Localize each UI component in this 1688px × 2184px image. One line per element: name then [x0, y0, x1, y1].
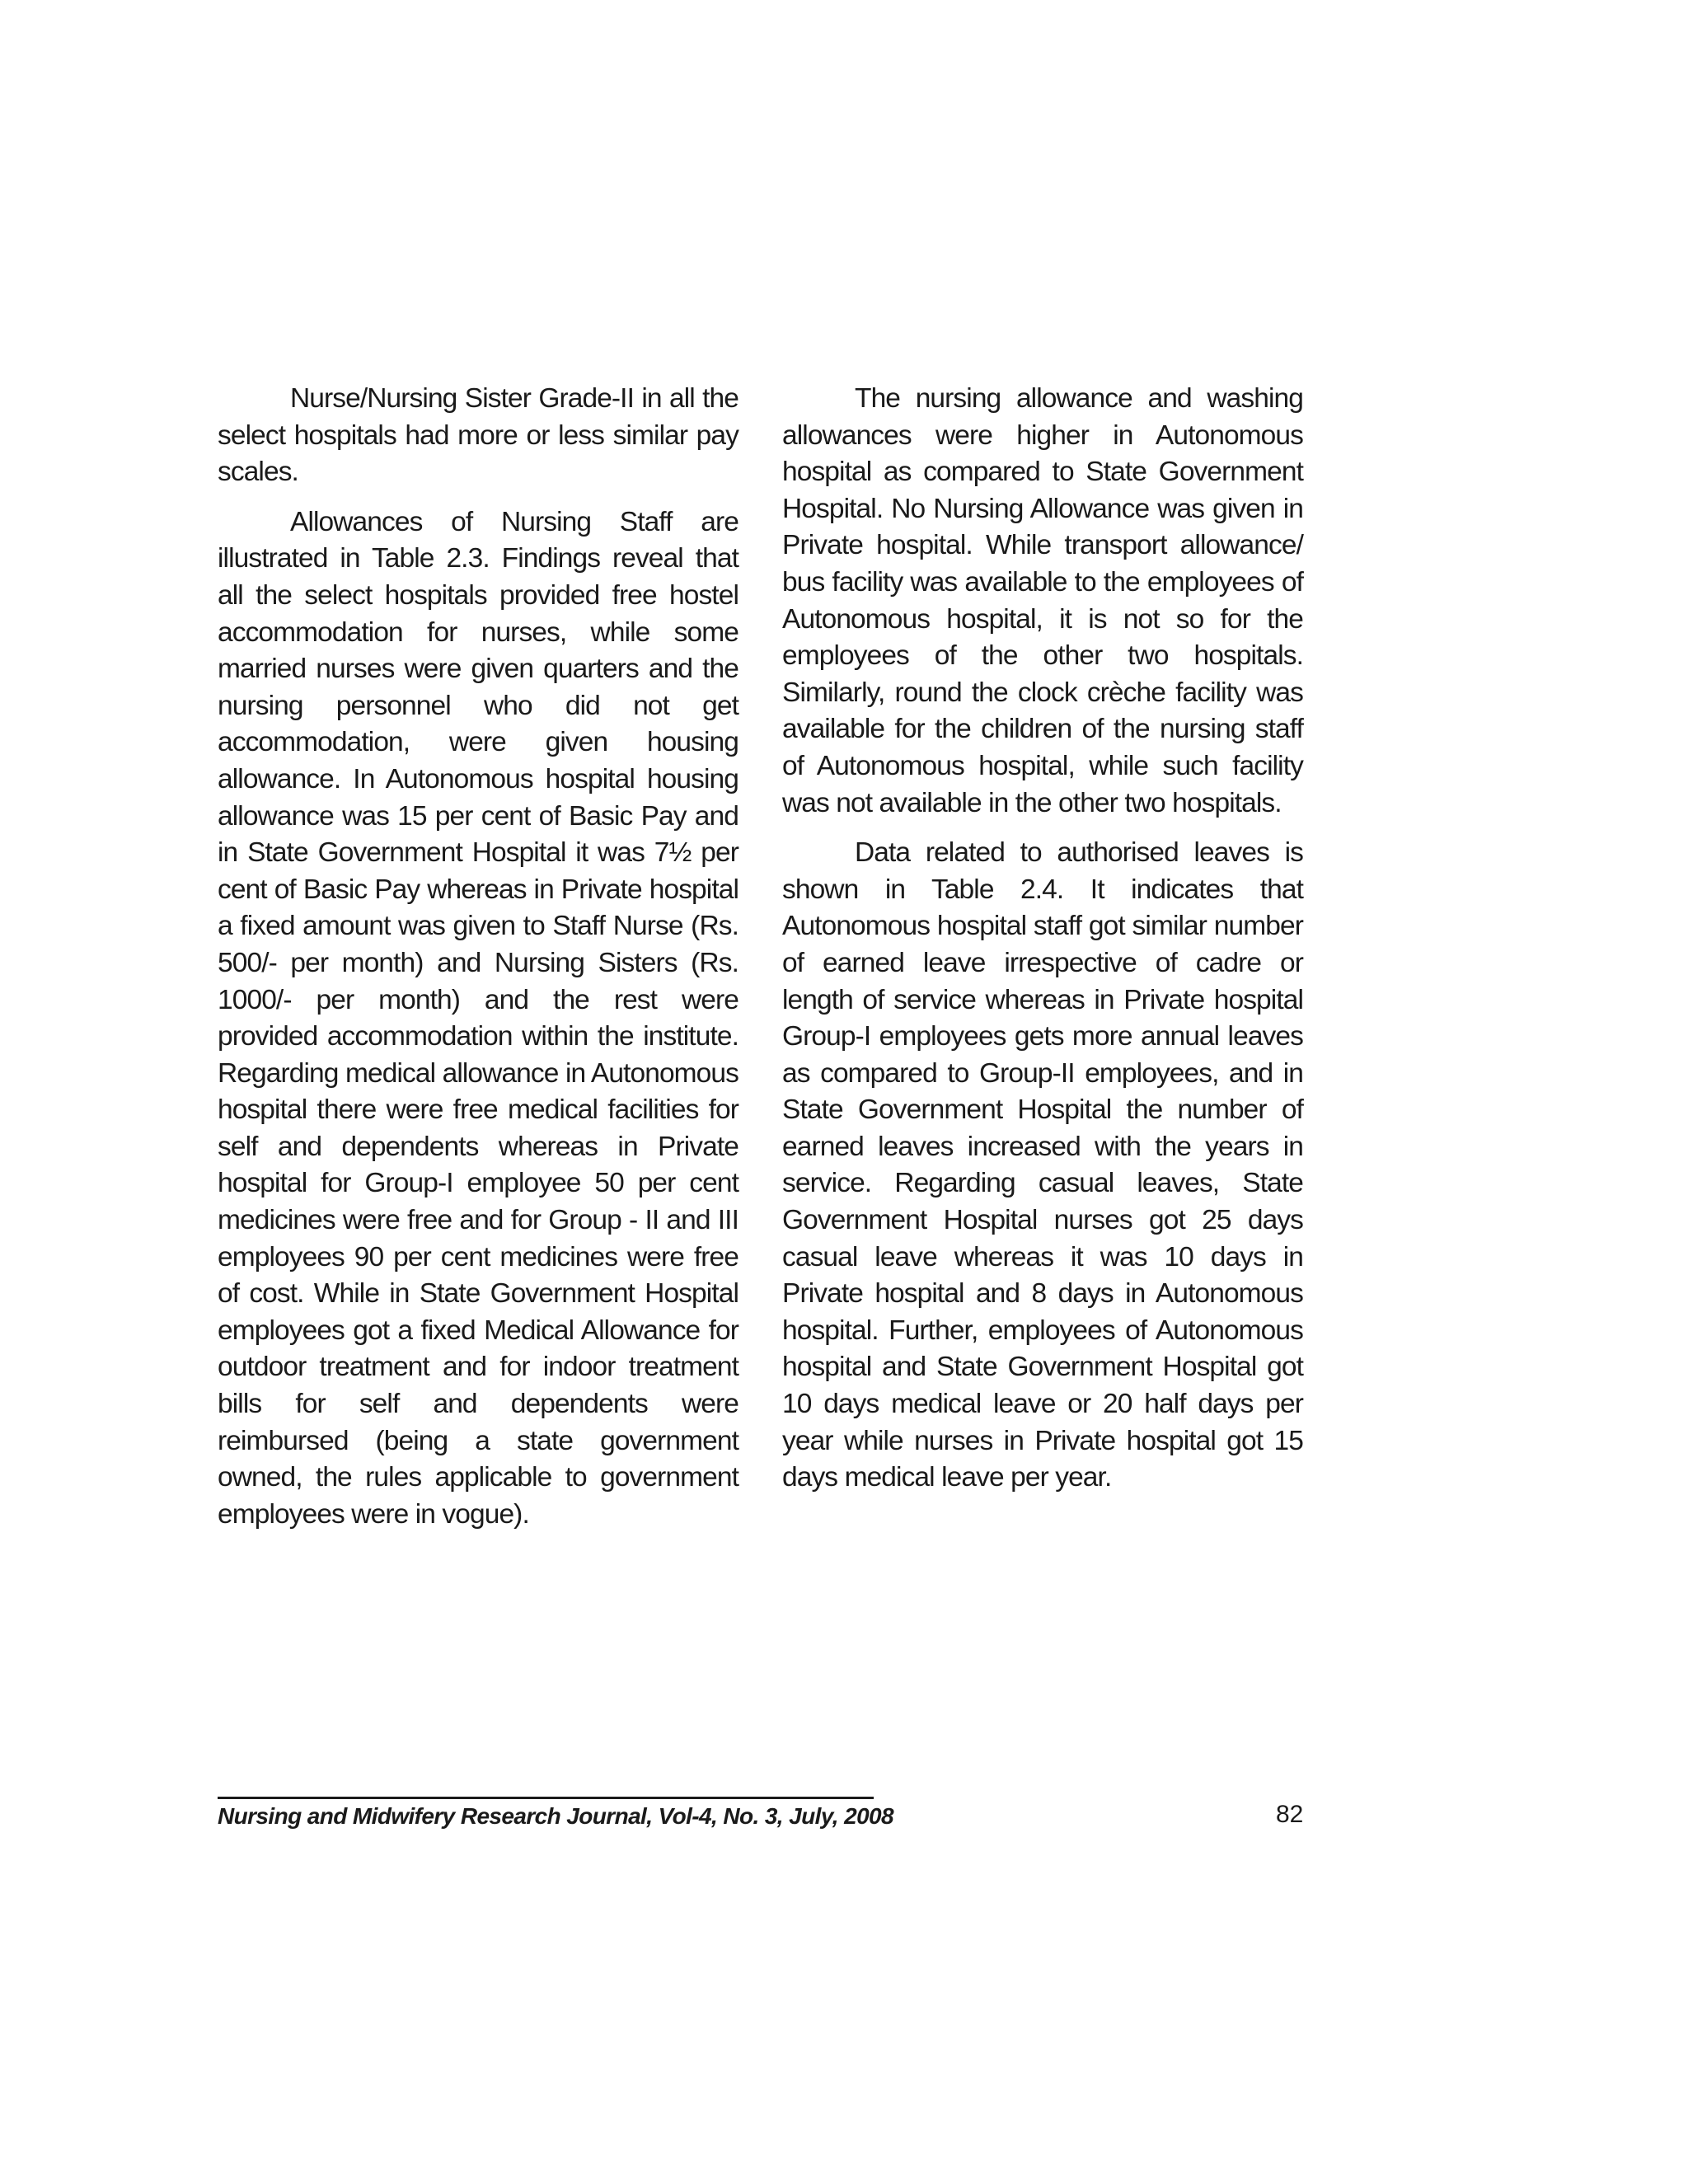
right-text-column — [782, 381, 1303, 1510]
paragraph-allowances: Allowances of Nursing Staff are illustrated in Table 2.3. Findings reveal that all the select hospitals provided free hostel accommodation for nurses, while some married nurses were given quarters and the nursing personnel who did not get accommodation, were given housing allowance. In Autonomous hospital housing allowance was 15 per cent of Basic Pay and in State Government Hospital it was 7½ per cent of Basic Pay whereas in Private hospital a fixed amount was given to Staff Nurse (Rs. 500/- per month) and Nursing Sisters (Rs. 1000/- per month) and the rest were provided accommodation within the institute. Regarding medical allowance in Autonomous hospital there were free medical facilities for self and dependents whereas in Private hospital for Group-I employee 50 per cent medicines were free and for Group - II and III employees 90 per cent medicines were free of cost. While in State Government Hospital employees got a fixed Medical Allowance for outdoor treatment and for indoor treatment bills for self and dependents were reimbursed (being a state government owned, the rules applicable to government employees were in vogue). — [218, 506, 738, 1530]
paragraph-pay-scales: Nurse/Nursing Sister Grade-II in all the select hospitals had more or less similar pay scales. — [218, 383, 738, 488]
left-text-column — [218, 381, 738, 1546]
footer-divider — [218, 1797, 874, 1799]
paragraph-nursing-allowance: The nursing allowance and washing allowances were higher in Autonomous hospital as compared to State Government Hospital. No Nursing Allowance was given in Private hospital. While transport allowance/ bus facility was available to the employees of Autonomous hospital, it is not so for the employees of the other two hospitals. Similarly, round the clock crèche facility was available for the children of the nursing staff of Autonomous hospital, while such facility was not available in the other two hospitals. — [782, 383, 1303, 818]
paragraph-authorised-leaves: Data related to authorised leaves is shown in Table 2.4. It indicates that Autonomous hospital staff got similar number of earned leave irrespective of cadre or length of service whereas in Private hospital Group-I employees gets more annual leaves as compared to Group-II employees, and in State Government Hospital the number of earned leaves increased with the years in service. Regarding casual leaves, State Government Hospital nurses got 25 days casual leave whereas it was 10 days in Private hospital and 8 days in Autonomous hospital. Further, employees of Autonomous hospital and State Government Hospital got 10 days medical leave or 20 half days per year while nurses in Private hospital got 15 days medical leave per year. — [782, 837, 1303, 1493]
page-number: 82 — [1276, 1801, 1304, 1828]
journal-citation: Nursing and Midwifery Research Journal, Vol-4, No. 3, July, 2008 — [218, 1803, 894, 1829]
